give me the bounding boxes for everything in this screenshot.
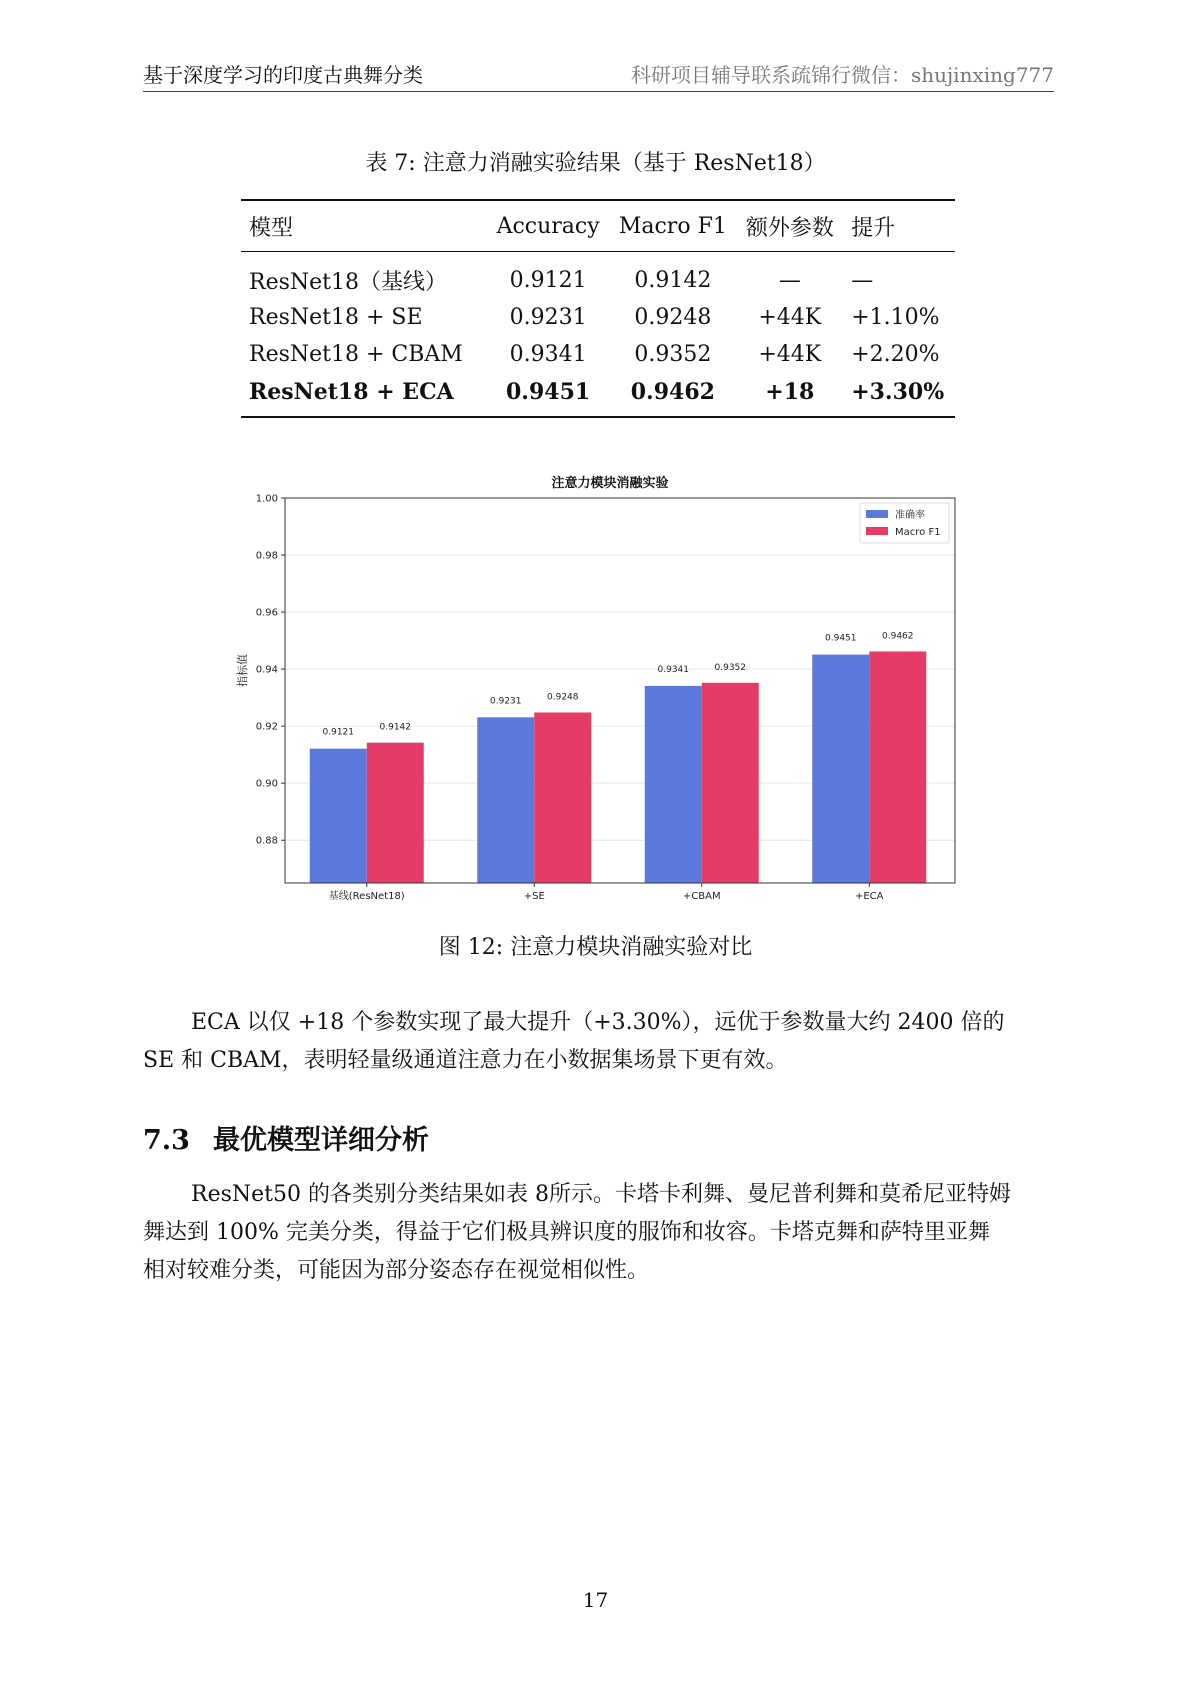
table-header-cell: 提升 [851, 215, 896, 241]
bar-macro-f1 [534, 712, 591, 883]
table-row [241, 252, 955, 300]
legend-swatch [866, 527, 888, 535]
bar-chart [228, 468, 968, 908]
y-tick-label: 0.98 [255, 550, 278, 562]
legend-swatch [866, 510, 888, 518]
bar-accuracy [645, 686, 702, 883]
x-tick-label: +SE [523, 891, 545, 902]
bar-value-label: 0.9248 [547, 692, 579, 703]
table-cell: +3.30% [851, 378, 945, 405]
paragraph-line: 相对较难分类，可能因为部分姿态存在视觉相似性。 [143, 1258, 650, 1283]
chart-title: 注意力模块消融实验 [551, 476, 669, 491]
table-cell: ResNet18 + CBAM [249, 342, 463, 367]
table-cell: +1.10% [851, 305, 940, 330]
table-cell: +44K [758, 305, 822, 330]
table-header-cell: Accuracy [496, 213, 600, 239]
section-title: 最优模型详细分析 [213, 1125, 429, 1156]
paragraph-line: ECA 以仅 +18 个参数实现了最大提升（+3.30%），远优于参数量大约 2400 倍的 [191, 1010, 1005, 1035]
running-header-contact: 科研项目辅导联系疏锦行微信：shujinxing777 [630, 63, 1054, 87]
y-tick-label: 0.96 [255, 607, 278, 619]
bar-accuracy [812, 655, 869, 883]
table-header-cell: Macro F1 [618, 213, 727, 239]
bar-value-label: 0.9142 [379, 722, 411, 733]
bar-value-label: 0.9231 [490, 696, 522, 707]
y-tick-label: 0.94 [255, 664, 278, 676]
legend-label: Macro F1 [895, 527, 941, 538]
y-tick-label: 0.92 [255, 721, 278, 733]
table-header-cell: 模型 [249, 215, 294, 241]
x-tick-label: +ECA [854, 891, 884, 902]
section-number: 7.3 [143, 1125, 190, 1156]
table-cell: ResNet18 + SE [249, 305, 423, 330]
table-cell: 0.9248 [634, 305, 712, 330]
paragraph-best-model [143, 1176, 1054, 1290]
header-rule [143, 91, 1054, 92]
table-caption: 表 7: 注意力消融实验结果（基于 ResNet18） [365, 151, 826, 176]
paragraph-line: 舞达到 100% 完美分类，得益于它们极具辨识度的服饰和妆容。卡塔克舞和萨特里亚舞 [143, 1220, 990, 1245]
table-cell: — [778, 268, 801, 293]
paragraph-eca-summary [143, 1004, 1054, 1080]
section-heading [143, 1118, 429, 1157]
table-cell: ResNet18（基线） [249, 270, 447, 295]
y-tick-label: 0.90 [255, 778, 278, 790]
table-cell: +18 [765, 378, 815, 405]
figure-caption: 图 12: 注意力模块消融实验对比 [438, 935, 753, 960]
page-number: 17 [582, 1588, 609, 1612]
bar-accuracy [477, 717, 534, 883]
table-cell: 0.9462 [630, 378, 715, 405]
bar-chart-svg [228, 468, 968, 908]
bar-value-label: 0.9341 [657, 664, 689, 675]
table-cell: 0.9451 [506, 378, 591, 405]
x-tick-label: +CBAM [682, 891, 721, 902]
table-cell: 0.9341 [509, 342, 587, 367]
table-cell: +44K [758, 342, 822, 367]
bar-accuracy [310, 749, 367, 883]
paragraph-line: ResNet50 的各类别分类结果如表 8所示。卡塔卡利舞、曼尼普利舞和莫希尼亚特姆 [191, 1182, 1011, 1207]
table-cell: 0.9231 [509, 305, 587, 330]
table-cell: — [851, 268, 874, 293]
x-tick-label: 基线(ResNet18) [328, 891, 405, 902]
bar-macro-f1 [702, 683, 759, 883]
table-cell: +2.20% [851, 342, 940, 367]
bar-value-label: 0.9352 [714, 662, 746, 673]
bar-value-label: 0.9462 [882, 631, 914, 642]
table-cell: 0.9121 [509, 268, 587, 293]
bar-macro-f1 [869, 651, 926, 883]
table-cell: 0.9142 [634, 268, 712, 293]
legend-label: 准确率 [895, 510, 925, 521]
bar-macro-f1 [367, 743, 424, 883]
y-axis-label: 指标值 [236, 654, 249, 687]
table-header-cell: 额外参数 [745, 215, 834, 241]
y-tick-label: 1.00 [255, 493, 278, 505]
bar-value-label: 0.9451 [825, 633, 857, 644]
table-row [241, 336, 955, 373]
results-table [241, 199, 955, 418]
y-tick-label: 0.88 [255, 835, 278, 847]
paragraph-line: SE 和 CBAM，表明轻量级通道注意力在小数据集场景下更有效。 [143, 1048, 788, 1073]
table-cell: 0.9352 [634, 342, 712, 367]
bar-value-label: 0.9121 [322, 727, 354, 738]
table-header-row [241, 200, 955, 252]
table-cell: ResNet18 + ECA [249, 378, 454, 405]
table-row [241, 299, 955, 336]
running-header-title: 基于深度学习的印度古典舞分类 [143, 63, 423, 87]
table-row-best [241, 373, 955, 417]
